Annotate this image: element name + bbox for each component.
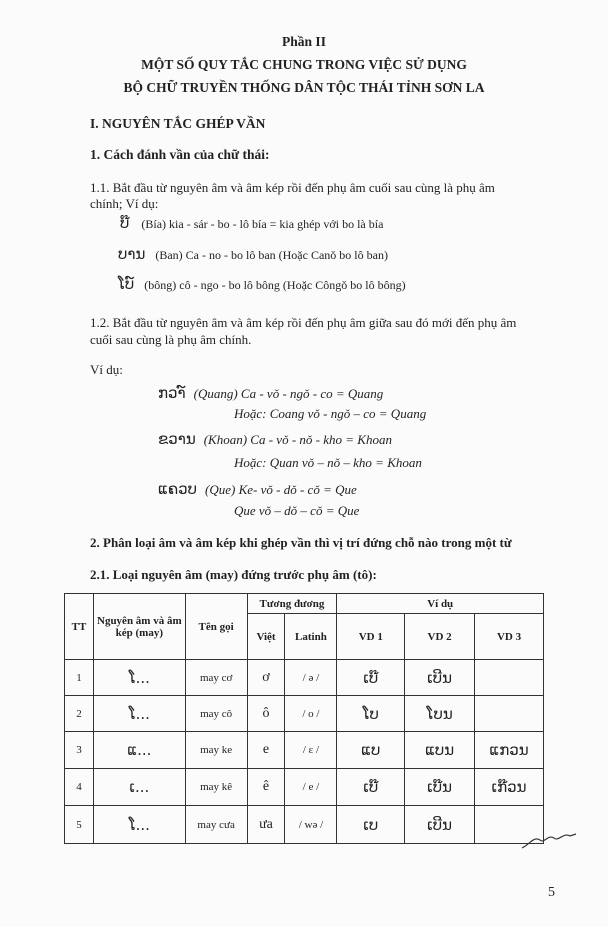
vowel-table bbox=[64, 593, 544, 844]
example-1-2-a bbox=[158, 384, 383, 403]
main-title-line2: BỘ CHỮ TRUYỀN THỐNG DÂN TỘC THÁI TỈNH SƠN LA bbox=[123, 80, 485, 95]
cell-vd3: ແກວນ bbox=[475, 732, 544, 769]
example-1-2-c bbox=[158, 480, 357, 499]
thai-word: ບ໊ bbox=[120, 214, 130, 232]
cell-ten: may cô bbox=[185, 696, 247, 732]
header-nguyen-am: Nguyên âm và âm kép (may) bbox=[93, 594, 185, 660]
part-title: Phần II bbox=[282, 34, 326, 49]
cell-latinh: / ə / bbox=[285, 660, 337, 696]
example-1-1-b bbox=[118, 245, 388, 264]
cell-tt: 4 bbox=[65, 769, 94, 806]
cell-may: ໂ... bbox=[93, 696, 185, 732]
cell-latinh: / e / bbox=[285, 769, 337, 806]
cell-viet: e bbox=[247, 732, 285, 769]
cell-vd1: ເບ໊ bbox=[337, 660, 405, 696]
example-line1: (Quang) Ca - vǒ - ngǒ - co = Quang bbox=[193, 386, 384, 401]
example-line1: (Que) Ke- vǒ - dǒ - cǒ = Que bbox=[205, 482, 357, 497]
cell-vd3 bbox=[475, 696, 544, 732]
cell-may: ແ... bbox=[93, 732, 185, 769]
cell-may: ໂ... bbox=[93, 660, 185, 696]
cell-may: ເ... bbox=[93, 769, 185, 806]
paragraph-1-1-line2: chính; Ví dụ: bbox=[90, 196, 159, 211]
main-title-line1: MỘT SỐ QUY TẮC CHUNG TRONG VIỆC SỬ DỤNG bbox=[141, 57, 467, 72]
paragraph-1-1-line1: 1.1. Bắt đầu từ nguyên âm và âm kép rồi đến phụ âm cuối sau cùng là phụ âm bbox=[90, 180, 495, 195]
cell-vd2: ໂບນ bbox=[405, 696, 475, 732]
table-row bbox=[65, 696, 544, 732]
vidu-label: Ví dụ: bbox=[90, 362, 123, 377]
cell-vd2: ເບີນ bbox=[405, 806, 475, 844]
thai-word: ແຄວບ bbox=[158, 480, 198, 498]
section-1-heading: I. NGUYÊN TẮC GHÉP VẦN bbox=[90, 116, 266, 131]
thai-word: ບານ bbox=[118, 245, 146, 263]
cell-ten: may cơ bbox=[185, 660, 247, 696]
cell-vd2: ເບ໊ນ bbox=[405, 769, 475, 806]
cell-viet: ơ bbox=[247, 660, 285, 696]
paragraph-1-2-line2: cuối sau cùng là phụ âm chính. bbox=[90, 332, 252, 347]
cell-viet: ê bbox=[247, 769, 285, 806]
cell-vd3: ເກ໊ວນ bbox=[475, 769, 544, 806]
cell-ten: may cưa bbox=[185, 806, 247, 844]
signature-mark bbox=[520, 826, 580, 856]
subsection-2-1-heading: 2.1. Loại nguyên âm (may) đứng trước phụ âm (tô): bbox=[90, 567, 377, 582]
example-1-2-b bbox=[158, 430, 392, 449]
header-vidu: Ví dụ bbox=[337, 594, 544, 614]
cell-viet: ô bbox=[247, 696, 285, 732]
cell-vd2: ແບນ bbox=[405, 732, 475, 769]
header-vd3: VD 3 bbox=[475, 614, 544, 660]
header-tuong-duong: Tương đương bbox=[247, 594, 337, 614]
thai-word: ກວາ໌ bbox=[158, 384, 186, 402]
cell-tt: 3 bbox=[65, 732, 94, 769]
cell-vd1: ໂບ bbox=[337, 696, 405, 732]
header-viet: Việt bbox=[247, 614, 285, 660]
example-1-2-c-line2: Que vǒ – dǒ – cǒ = Que bbox=[234, 503, 360, 518]
table-row bbox=[65, 769, 544, 806]
header-vd1: VD 1 bbox=[337, 614, 405, 660]
thai-word: ໂບ໌ bbox=[118, 275, 135, 293]
header-tt: TT bbox=[65, 594, 94, 660]
cell-vd1: ເບ bbox=[337, 806, 405, 844]
cell-may: ໂ... bbox=[93, 806, 185, 844]
table-row bbox=[65, 806, 544, 844]
cell-tt: 2 bbox=[65, 696, 94, 732]
subsection-2-heading: 2. Phân loại âm và âm kép khi ghép vần thì vị trí đứng chỗ nào trong một từ bbox=[90, 535, 512, 550]
example-1-1-c bbox=[118, 275, 406, 294]
example-line1: (Khoan) Ca - vǒ - nǒ - kho = Khoan bbox=[203, 432, 392, 447]
cell-vd3 bbox=[475, 660, 544, 696]
header-ten-goi: Tên gọi bbox=[185, 594, 247, 660]
cell-vd2: ເບີນ bbox=[405, 660, 475, 696]
cell-latinh: / ɛ / bbox=[285, 732, 337, 769]
header-vd2: VD 2 bbox=[405, 614, 475, 660]
example-1-2-b-line2: Hoặc: Quan vǒ – nǒ – kho = Khoan bbox=[234, 455, 422, 470]
table-row bbox=[65, 732, 544, 769]
thai-word: ຂວານ bbox=[158, 430, 196, 448]
example-text: (bông) cô - ngo - bo lô bông (Hoặc Côngǒ bo lô bông) bbox=[144, 278, 406, 292]
cell-ten: may ke bbox=[185, 732, 247, 769]
example-text: (Ban) Ca - no - bo lô ban (Hoặc Canǒ bo lô ban) bbox=[155, 248, 388, 262]
cell-vd1: ແບ bbox=[337, 732, 405, 769]
table-row bbox=[65, 660, 544, 696]
cell-viet: ưa bbox=[247, 806, 285, 844]
cell-ten: may kê bbox=[185, 769, 247, 806]
page-number: 5 bbox=[548, 885, 555, 900]
example-1-1-a bbox=[120, 214, 383, 233]
cell-tt: 5 bbox=[65, 806, 94, 844]
subsection-1-heading: 1. Cách đánh vần của chữ thái: bbox=[90, 147, 270, 162]
cell-latinh: / o / bbox=[285, 696, 337, 732]
example-text: (Bía) kia - sár - bo - lô bía = kia ghép với bo là bía bbox=[141, 217, 384, 231]
example-1-2-a-line2: Hoặc: Coang vǒ - ngǒ – co = Quang bbox=[234, 406, 427, 421]
paragraph-1-2-line1: 1.2. Bắt đầu từ nguyên âm và âm kép rồi đến phụ âm giữa sau đó mới đến phụ âm bbox=[90, 315, 517, 330]
cell-latinh: / wə / bbox=[285, 806, 337, 844]
cell-vd1: ເບ໊ bbox=[337, 769, 405, 806]
cell-tt: 1 bbox=[65, 660, 94, 696]
header-latinh: Latinh bbox=[285, 614, 337, 660]
